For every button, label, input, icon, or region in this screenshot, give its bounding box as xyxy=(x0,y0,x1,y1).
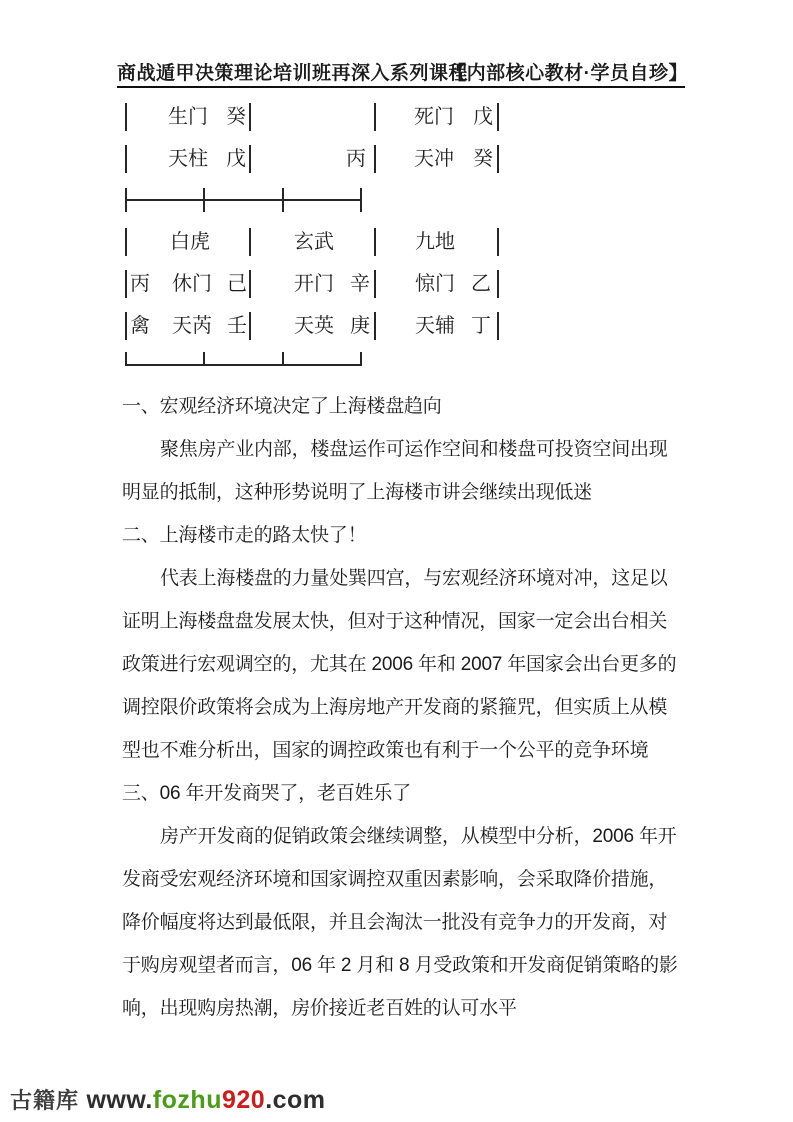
chart-label: 禽 xyxy=(130,315,150,337)
chart-label: 乙 xyxy=(471,273,491,295)
watermark-url-www: www. xyxy=(79,1086,153,1114)
chart-label: 天辅 xyxy=(415,315,455,337)
body-line: 代表上海楼盘的力量处巽四宫，与宏观经济环境对冲，这足以 xyxy=(160,568,668,589)
body-line: 明显的抵制，这种形势说明了上海楼市讲会继续出现低迷 xyxy=(122,482,593,503)
chart-label: 死门 xyxy=(414,106,454,128)
chart-label: 白虎 xyxy=(170,231,210,253)
body-line: 调控限价政策将会成为上海房地产开发商的紧箍咒，但实质上从模 xyxy=(122,697,668,718)
chart-axis-tick xyxy=(282,352,284,366)
chart-divider-bar xyxy=(125,145,127,173)
header-material-label: 【内部核心教材·学员自珍】 xyxy=(447,63,688,84)
chart-axis-tick xyxy=(203,352,205,366)
chart-label: 戊 xyxy=(226,148,246,170)
chart-label: 丙 xyxy=(130,273,150,295)
chart-label: 开门 xyxy=(294,273,334,295)
body-line: 响，出现购房热潮，房价接近老百姓的认可水平 xyxy=(122,998,517,1019)
chart-label: 天柱 xyxy=(168,148,208,170)
chart-divider-bar xyxy=(374,228,376,256)
body-line: 发商受宏观经济环境和国家调控双重因素影响，会采取降价措施， xyxy=(122,869,668,890)
chart-label: 戊 xyxy=(473,106,493,128)
chart-axis-tick xyxy=(360,352,362,366)
chart-divider-bar xyxy=(497,145,499,173)
chart-label: 惊门 xyxy=(415,273,455,295)
chart-divider-bar xyxy=(249,312,251,340)
body-line: 政策进行宏观调空的，尤其在 2006 年和 2007 年国家会出台更多的 xyxy=(122,654,677,675)
chart-label: 九地 xyxy=(415,231,455,253)
header-course-title: 商战遁甲决策理论培训班再深入系列课程 xyxy=(117,63,469,84)
chart-label: 生门 xyxy=(168,106,208,128)
chart-label: 天英 xyxy=(294,315,334,337)
chart-label: 休门 xyxy=(172,273,212,295)
section-heading: 三、06 年开发商哭了，老百姓乐了 xyxy=(122,783,412,804)
chart-label: 癸 xyxy=(226,106,246,128)
chart-divider-bar xyxy=(249,145,251,173)
chart-divider-bar xyxy=(374,270,376,298)
watermark-url-com: .com xyxy=(265,1086,326,1114)
watermark-brand: 古籍库 xyxy=(10,1088,80,1113)
chart-divider-bar xyxy=(497,103,499,131)
chart-divider-bar xyxy=(374,103,376,131)
body-line: 证明上海楼盘盘发展太快，但对于这种情况，国家一定会出台相关 xyxy=(122,611,668,632)
chart-axis-line xyxy=(125,199,360,201)
body-line: 型也不难分析出，国家的调控政策也有利于一个公平的竞争环境 xyxy=(122,740,649,761)
watermark-url-red: 920 xyxy=(221,1086,266,1114)
chart-divider-bar xyxy=(125,312,127,340)
chart-axis-tick xyxy=(203,188,205,212)
chart-axis-tick xyxy=(282,188,284,212)
chart-divider-bar xyxy=(497,270,499,298)
chart-label: 天冲 xyxy=(414,148,454,170)
body-line: 降价幅度将达到最低限，并且会淘汰一批没有竞争力的开发商，对 xyxy=(122,912,668,933)
chart-divider-bar xyxy=(374,312,376,340)
chart-label: 天芮 xyxy=(172,315,212,337)
chart-label: 丁 xyxy=(471,315,491,337)
chart-axis-tick xyxy=(360,188,362,212)
chart-label: 辛 xyxy=(350,273,370,295)
chart-divider-bar xyxy=(497,228,499,256)
chart-divider-bar xyxy=(249,270,251,298)
chart-label: 己 xyxy=(227,273,247,295)
chart-axis-line xyxy=(125,364,360,366)
section-heading: 二、上海楼市走的路太快了！ xyxy=(122,525,367,546)
chart-axis-tick xyxy=(125,352,127,366)
site-watermark xyxy=(10,1084,326,1115)
chart-divider-bar xyxy=(125,228,127,256)
chart-divider-bar xyxy=(249,103,251,131)
chart-divider-bar xyxy=(125,103,127,131)
chart-axis-tick xyxy=(125,188,127,212)
chart-label: 庚 xyxy=(350,315,370,337)
chart-divider-bar xyxy=(249,228,251,256)
chart-label: 玄武 xyxy=(294,231,334,253)
body-line: 于购房观望者而言，06 年 2 月和 8 月受政策和开发商促销策略的影 xyxy=(122,955,678,976)
qimen-chart xyxy=(0,0,793,385)
body-line: 聚焦房产业内部，楼盘运作可运作空间和楼盘可投资空间出现 xyxy=(160,439,668,460)
watermark-url-green: fozhu xyxy=(152,1086,222,1114)
chart-label: 丙 xyxy=(346,148,366,170)
body-text xyxy=(122,385,722,1030)
section-heading: 一、宏观经济环境决定了上海楼盘趋向 xyxy=(122,396,442,417)
chart-divider-bar xyxy=(497,312,499,340)
chart-label: 壬 xyxy=(227,315,247,337)
chart-divider-bar xyxy=(374,145,376,173)
body-line: 房产开发商的促销政策会继续调整，从模型中分析，2006 年开 xyxy=(160,826,677,847)
chart-label: 癸 xyxy=(473,148,493,170)
chart-divider-bar xyxy=(125,270,127,298)
